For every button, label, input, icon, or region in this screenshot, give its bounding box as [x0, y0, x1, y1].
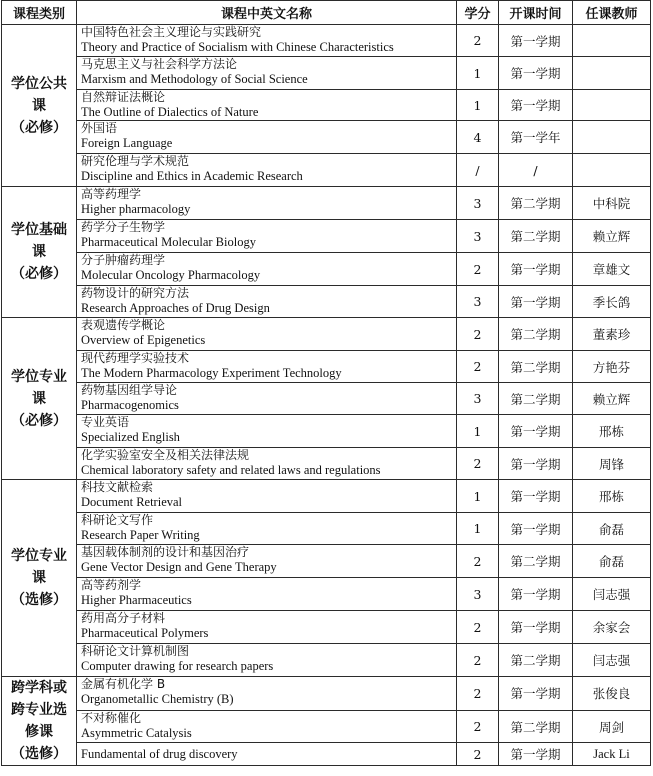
term-cell: 第二学期 — [499, 545, 573, 578]
term-cell: 第二学期 — [499, 644, 573, 677]
term-cell: 第一学期 — [499, 25, 573, 57]
course-name-cell — [77, 90, 457, 121]
credit-cell: 3 — [457, 187, 499, 220]
credit-cell: 2 — [457, 351, 499, 383]
table-row — [2, 187, 651, 220]
header-teacher: 任课教师 — [573, 1, 651, 25]
credit-cell: 2 — [457, 25, 499, 57]
course-name-cn: 药用高分子材料 — [81, 611, 166, 625]
term-cell: 第二学期 — [499, 318, 573, 351]
table-row — [2, 121, 651, 154]
course-name-cn: 专业英语 — [81, 415, 130, 429]
category-cell — [2, 677, 77, 766]
course-name-cn: 科研论文写作 — [81, 513, 154, 527]
term-cell: 第一学期 — [499, 743, 573, 766]
header-course-name: 课程中英文名称 — [77, 1, 457, 25]
course-name-en: Pharmacogenomics — [81, 398, 179, 412]
table-row — [2, 25, 651, 57]
credit-cell: 1 — [457, 415, 499, 448]
category-label-line: 学位基础 — [11, 222, 67, 238]
category-cell — [2, 480, 77, 677]
term-cell: 第一学期 — [499, 415, 573, 448]
course-name-en: Fundamental of drug discovery — [81, 746, 238, 761]
teacher-cell: 俞磊 — [573, 513, 651, 545]
table-row — [2, 351, 651, 383]
course-name-cn: 现代药理学实验技术 — [81, 351, 190, 365]
table-row — [2, 253, 651, 286]
table-row — [2, 448, 651, 480]
course-name-cell — [77, 710, 457, 743]
course-name-cn: 药物设计的研究方法 — [81, 286, 190, 300]
category-label-line: 跨学科或 — [11, 680, 67, 696]
course-table — [1, 0, 651, 766]
credit-cell: 2 — [457, 611, 499, 644]
credit-cell: 2 — [457, 318, 499, 351]
course-name-en: Organometallic Chemistry (B) — [81, 692, 234, 706]
teacher-cell: 周剑 — [573, 710, 651, 743]
table-row — [2, 383, 651, 415]
term-cell: 第一学期 — [499, 57, 573, 90]
course-name-cell — [77, 480, 457, 513]
course-name-en: The Modern Pharmacology Experiment Technology — [81, 366, 342, 380]
category-label-line: （必修） — [11, 266, 67, 282]
category-cell — [2, 318, 77, 480]
course-name-en: Foreign Language — [81, 136, 173, 150]
teacher-cell: 赖立辉 — [573, 383, 651, 415]
term-cell: 第一学期 — [499, 90, 573, 121]
teacher-cell: 章雄文 — [573, 253, 651, 286]
table-row — [2, 90, 651, 121]
teacher-cell: 邢栋 — [573, 480, 651, 513]
teacher-cell: 中科院 — [573, 187, 651, 220]
teacher-cell: 董素珍 — [573, 318, 651, 351]
credit-cell: 1 — [457, 480, 499, 513]
category-label-line: 课 — [32, 97, 46, 114]
course-name-cell — [77, 611, 457, 644]
course-name-en: Pharmaceutical Molecular Biology — [81, 235, 256, 249]
category-cell — [2, 25, 77, 187]
category-label-line: （选修） — [11, 746, 67, 762]
course-name-cell — [77, 513, 457, 545]
course-name-cell — [77, 415, 457, 448]
term-cell: 第一学期 — [499, 578, 573, 611]
course-name-cell — [77, 154, 457, 187]
teacher-cell: 赖立辉 — [573, 220, 651, 253]
table-body — [2, 25, 651, 766]
course-name-en: Computer drawing for research papers — [81, 659, 274, 673]
teacher-cell: 俞磊 — [573, 545, 651, 578]
credit-cell: 2 — [457, 743, 499, 766]
teacher-cell: 周锋 — [573, 448, 651, 480]
term-cell: 第二学期 — [499, 383, 573, 415]
table-row — [2, 318, 651, 351]
course-name-en: Asymmetric Catalysis — [81, 725, 192, 740]
course-name-cell — [77, 121, 457, 154]
table-row — [2, 710, 651, 743]
term-cell: 第二学期 — [499, 351, 573, 383]
credit-cell: 4 — [457, 121, 499, 154]
table-row — [2, 644, 651, 677]
credit-cell: 2 — [457, 644, 499, 677]
category-label-line: 学位公共 — [11, 75, 67, 92]
course-name-cell — [77, 253, 457, 286]
teacher-cell — [573, 154, 651, 187]
course-name-cn: 高等药剂学 — [81, 578, 142, 592]
table-row — [2, 57, 651, 90]
category-label-line: （必修） — [11, 412, 67, 429]
course-name-cell — [77, 57, 457, 90]
credit-cell: 1 — [457, 90, 499, 121]
category-label-line: 课 — [32, 390, 46, 407]
header-category: 课程类别 — [2, 1, 77, 25]
course-name-en: Discipline and Ethics in Academic Research — [81, 169, 303, 183]
course-name-en: Higher Pharmaceutics — [81, 593, 192, 607]
credit-cell: 1 — [457, 57, 499, 90]
table-row — [2, 154, 651, 187]
term-cell: 第一学期 — [499, 448, 573, 480]
credit-cell: 3 — [457, 220, 499, 253]
teacher-cell: 闫志强 — [573, 644, 651, 677]
category-label-line: 修课 — [25, 724, 53, 740]
course-name-cn: 研究伦理与学术规范 — [81, 154, 190, 168]
header-credit: 学分 — [457, 1, 499, 25]
term-cell: 第二学期 — [499, 220, 573, 253]
course-name-en: Research Approaches of Drug Design — [81, 301, 270, 315]
credit-cell: 1 — [457, 513, 499, 545]
teacher-cell: Jack Li — [573, 743, 651, 766]
teacher-cell — [573, 57, 651, 90]
course-name-cell — [77, 743, 457, 766]
teacher-cell — [573, 121, 651, 154]
table-row — [2, 415, 651, 448]
course-name-cn: 基因载体制剂的设计和基因治疗 — [81, 545, 250, 559]
course-name-en: Marxism and Methodology of Social Science — [81, 72, 308, 86]
course-name-cn: 金属有机化学 B — [81, 677, 166, 691]
course-name-cell — [77, 187, 457, 220]
course-name-cn: 高等药理学 — [81, 187, 142, 201]
teacher-cell: 张俊良 — [573, 677, 651, 711]
teacher-cell: 方艳芬 — [573, 351, 651, 383]
course-name-cn: 外国语 — [81, 121, 118, 135]
course-name-cell — [77, 644, 457, 677]
course-name-en: Theory and Practice of Socialism with Chinese Characteristics — [81, 40, 394, 54]
course-name-en: Chemical laboratory safety and related laws and regulations — [81, 463, 381, 477]
course-name-cell — [77, 286, 457, 318]
course-name-en: The Outline of Dialectics of Nature — [81, 105, 259, 119]
table-row — [2, 677, 651, 711]
credit-cell: 2 — [457, 677, 499, 711]
category-label-line: （必修） — [11, 119, 67, 136]
category-label-line: 跨专业选 — [11, 702, 67, 718]
course-name-cell — [77, 578, 457, 611]
credit-cell: 2 — [457, 710, 499, 743]
table-row — [2, 545, 651, 578]
teacher-cell — [573, 90, 651, 121]
course-name-en: Molecular Oncology Pharmacology — [81, 268, 261, 282]
teacher-cell: 闫志强 — [573, 578, 651, 611]
course-name-en: Higher pharmacology — [81, 202, 191, 216]
term-cell: 第一学期 — [499, 480, 573, 513]
header-term: 开课时间 — [499, 1, 573, 25]
category-label-line: 学位专业 — [11, 548, 67, 564]
course-name-cell — [77, 220, 457, 253]
course-name-cell — [77, 25, 457, 57]
table-row — [2, 578, 651, 611]
course-name-en: Document Retrieval — [81, 495, 183, 509]
term-cell: / — [499, 154, 573, 187]
course-name-cn: 马克思主义与社会科学方法论 — [81, 57, 238, 71]
course-name-en: Pharmaceutical Polymers — [81, 626, 209, 640]
course-name-en: Gene Vector Design and Gene Therapy — [81, 560, 277, 574]
category-label-line: 课 — [32, 244, 46, 260]
course-name-cn: 药学分子生物学 — [81, 220, 166, 234]
teacher-cell: 季长鸽 — [573, 286, 651, 318]
table-row — [2, 220, 651, 253]
course-name-cn: 中国特色社会主义理论与实践研究 — [81, 25, 262, 39]
course-name-en: Overview of Epigenetics — [81, 333, 206, 347]
term-cell: 第二学期 — [499, 710, 573, 743]
course-name-en: Specialized English — [81, 430, 180, 444]
course-name-cell — [77, 318, 457, 351]
table-row — [2, 611, 651, 644]
course-name-cn: 分子肿瘤药理学 — [81, 253, 166, 267]
header-row — [2, 1, 651, 25]
table-row — [2, 743, 651, 766]
course-name-cn: 自然辩证法概论 — [81, 90, 166, 104]
term-cell: 第二学期 — [499, 187, 573, 220]
course-table-sheet — [1, 0, 650, 766]
term-cell: 第一学期 — [499, 611, 573, 644]
credit-cell: 3 — [457, 578, 499, 611]
course-name-cn: 表观遗传学概论 — [81, 318, 166, 332]
term-cell: 第一学期 — [499, 677, 573, 711]
credit-cell: / — [457, 154, 499, 187]
course-name-cell — [77, 448, 457, 480]
credit-cell: 3 — [457, 286, 499, 318]
course-name-cn: 科技文献检索 — [81, 480, 154, 494]
credit-cell: 3 — [457, 383, 499, 415]
category-cell — [2, 187, 77, 318]
course-name-cn: 化学实验室安全及相关法律法规 — [81, 448, 250, 462]
table-row — [2, 286, 651, 318]
category-label-line: （选修） — [11, 592, 67, 608]
course-name-cell — [77, 545, 457, 578]
table-row — [2, 480, 651, 513]
teacher-cell — [573, 25, 651, 57]
course-name-cell — [77, 383, 457, 415]
course-name-cell — [77, 351, 457, 383]
term-cell: 第一学期 — [499, 253, 573, 286]
course-name-cn: 科研论文计算机制图 — [81, 644, 190, 658]
course-name-cn: 不对称催化 — [81, 710, 142, 725]
term-cell: 第一学期 — [499, 286, 573, 318]
term-cell: 第一学期 — [499, 513, 573, 545]
table-row — [2, 513, 651, 545]
credit-cell: 2 — [457, 448, 499, 480]
course-name-cn: 药物基因组学导论 — [81, 383, 178, 397]
credit-cell: 2 — [457, 545, 499, 578]
course-name-cell — [77, 677, 457, 711]
teacher-cell: 邢栋 — [573, 415, 651, 448]
category-label-line: 学位专业 — [11, 368, 67, 385]
category-label-line: 课 — [32, 570, 46, 586]
course-name-en: Research Paper Writing — [81, 528, 200, 542]
teacher-cell: 余家会 — [573, 611, 651, 644]
term-cell: 第一学年 — [499, 121, 573, 154]
credit-cell: 2 — [457, 253, 499, 286]
